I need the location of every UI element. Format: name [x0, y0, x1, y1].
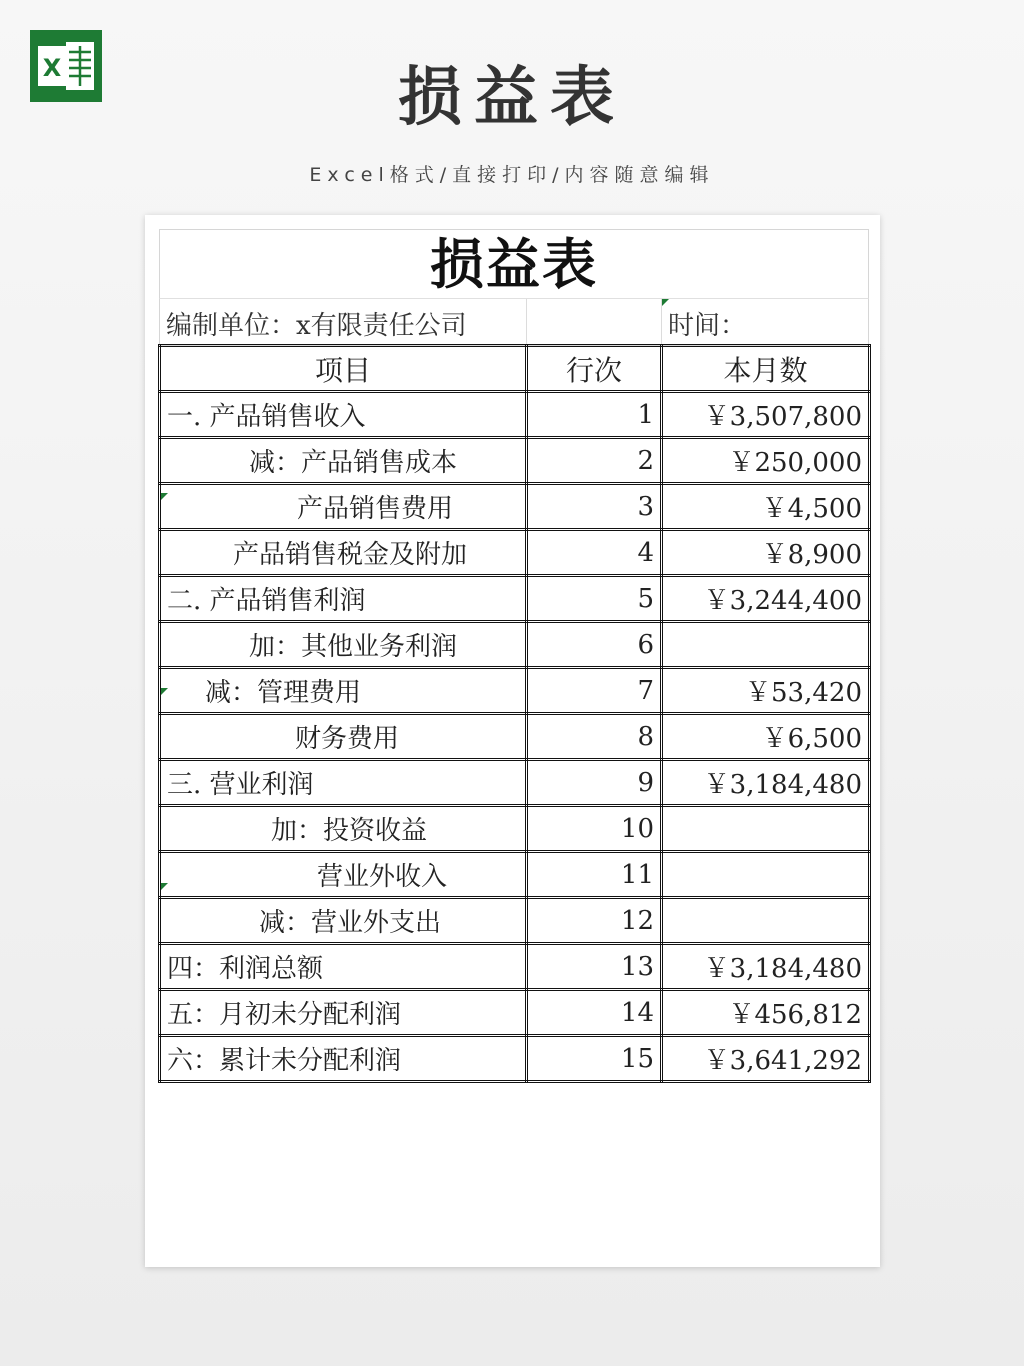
svg-text:X: X [42, 54, 62, 82]
table-row [160, 530, 870, 576]
sheet-title[interactable]: 损益表 [159, 229, 869, 298]
line-cell[interactable]: 8 [527, 714, 662, 760]
item-cell[interactable]: 产品销售税金及附加 [160, 530, 527, 576]
cell-comment-marker [662, 299, 669, 306]
amount-cell[interactable] [662, 852, 870, 898]
table-row [160, 668, 870, 714]
table-row [160, 806, 870, 852]
line-cell[interactable]: 1 [527, 392, 662, 438]
item-cell[interactable]: 产品销售费用 [160, 484, 527, 530]
table-row [160, 438, 870, 484]
item-cell[interactable]: 五：月初未分配利润 [160, 990, 527, 1036]
line-cell[interactable]: 6 [527, 622, 662, 668]
amount-cell[interactable]: ￥3,244,400 [662, 576, 870, 622]
item-cell[interactable]: 营业外收入 [160, 852, 527, 898]
table-row [160, 714, 870, 760]
line-cell[interactable]: 15 [527, 1036, 662, 1082]
item-cell[interactable]: 减：营业外支出 [160, 898, 527, 944]
item-cell[interactable]: 财务费用 [160, 714, 527, 760]
amount-cell[interactable]: ￥3,507,800 [662, 392, 870, 438]
line-cell[interactable]: 14 [527, 990, 662, 1036]
amount-cell[interactable]: ￥53,420 [662, 668, 870, 714]
column-header-item[interactable]: 项目 [160, 346, 527, 392]
empty-cell[interactable] [527, 299, 661, 345]
table-row [160, 898, 870, 944]
time-cell[interactable]: 时间： [668, 311, 747, 341]
amount-cell[interactable]: ￥3,184,480 [662, 760, 870, 806]
amount-cell[interactable] [662, 806, 870, 852]
table-row [160, 484, 870, 530]
amount-cell[interactable]: ￥8,900 [662, 530, 870, 576]
table-row [160, 622, 870, 668]
table-row [160, 392, 870, 438]
amount-cell[interactable] [662, 898, 870, 944]
table-row [160, 944, 870, 990]
line-cell[interactable]: 2 [527, 438, 662, 484]
item-cell[interactable]: 四：利润总额 [160, 944, 527, 990]
cell-error-marker [161, 688, 168, 695]
item-cell[interactable]: 加：其他业务利润 [160, 622, 527, 668]
table-row [160, 760, 870, 806]
cell-error-marker [161, 883, 168, 890]
table-row [160, 576, 870, 622]
line-cell[interactable]: 7 [527, 668, 662, 714]
page-title: 损益表 [398, 61, 626, 135]
table-row [160, 1036, 870, 1082]
item-cell[interactable]: 加：投资收益 [160, 806, 527, 852]
amount-cell[interactable]: ￥6,500 [662, 714, 870, 760]
item-cell[interactable]: 减：产品销售成本 [160, 438, 527, 484]
table-header-row [160, 346, 870, 392]
amount-cell[interactable] [662, 622, 870, 668]
income-statement-table [158, 344, 871, 1083]
company-cell[interactable]: 编制单位：x有限责任公司 [166, 311, 467, 341]
page-subtitle: Excel格式/直接打印/内容随意编辑 [309, 164, 715, 186]
item-cell[interactable]: 减：管理费用 [160, 668, 527, 714]
line-cell[interactable]: 10 [527, 806, 662, 852]
amount-cell[interactable]: ￥4,500 [662, 484, 870, 530]
spreadsheet-sheet [145, 215, 880, 1267]
line-cell[interactable]: 5 [527, 576, 662, 622]
line-cell[interactable]: 9 [527, 760, 662, 806]
item-cell[interactable]: 三. 营业利润 [160, 760, 527, 806]
amount-cell[interactable]: ￥3,641,292 [662, 1036, 870, 1082]
column-header-line[interactable]: 行次 [527, 346, 662, 392]
line-cell[interactable]: 13 [527, 944, 662, 990]
table-row [160, 852, 870, 898]
amount-cell[interactable]: ￥456,812 [662, 990, 870, 1036]
item-cell[interactable]: 二. 产品销售利润 [160, 576, 527, 622]
line-cell[interactable]: 3 [527, 484, 662, 530]
item-cell[interactable]: 六：累计未分配利润 [160, 1036, 527, 1082]
amount-cell[interactable]: ￥3,184,480 [662, 944, 870, 990]
amount-cell[interactable]: ￥250,000 [662, 438, 870, 484]
table-row [160, 990, 870, 1036]
item-cell[interactable]: 一. 产品销售收入 [160, 392, 527, 438]
column-header-amount[interactable]: 本月数 [662, 346, 870, 392]
line-cell[interactable]: 11 [527, 852, 662, 898]
cell-error-marker [161, 493, 168, 500]
line-cell[interactable]: 12 [527, 898, 662, 944]
line-cell[interactable]: 4 [527, 530, 662, 576]
info-row [159, 298, 869, 346]
